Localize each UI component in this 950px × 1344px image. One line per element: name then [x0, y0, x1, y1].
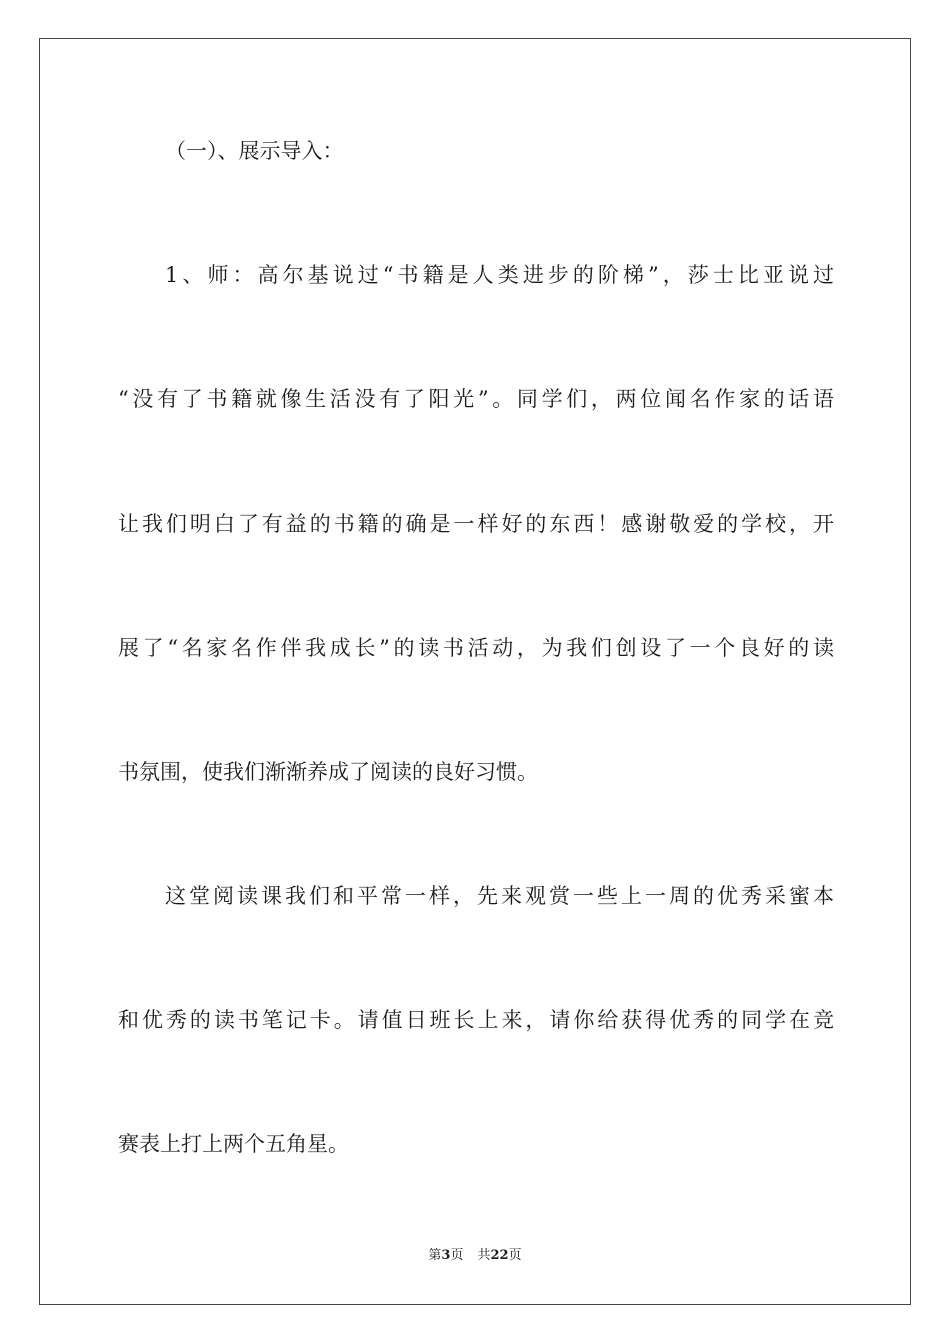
- paragraph-line: “没有了书籍就像生活没有了阳光”。同学们，两位闻名作家的话语: [118, 387, 834, 411]
- page-suffix: 页: [450, 1248, 464, 1263]
- paragraph-line: 赛表上打上两个五角星。: [118, 1132, 349, 1156]
- paragraph-line: 1、师：高尔基说过“书籍是人类进步的阶梯”，莎士比亚说过: [165, 263, 834, 287]
- total-suffix: 页: [508, 1248, 522, 1263]
- paragraph-line: 和优秀的读书笔记卡。请值日班长上来，请你给获得优秀的同学在竞: [118, 1008, 834, 1032]
- page-border: [39, 38, 911, 1305]
- page-number: 3: [441, 1248, 451, 1263]
- section-heading: （一）、展示导入：: [165, 139, 344, 163]
- page-footer: [0, 1247, 950, 1265]
- paragraph-line: 展了“名家名作伴我成长”的读书活动，为我们创设了一个良好的读: [118, 636, 834, 660]
- total-prefix: 共: [477, 1248, 491, 1263]
- paragraph-line: 让我们明白了有益的书籍的确是一样好的东西！感谢敬爱的学校，开: [118, 512, 834, 536]
- paragraph-line: 这堂阅读课我们和平常一样，先来观赏一些上一周的优秀采蜜本: [165, 884, 834, 908]
- page-prefix: 第: [428, 1248, 442, 1263]
- paragraph-line: 书氛围，使我们渐渐养成了阅读的良好习惯。: [118, 760, 538, 784]
- total-pages: 22: [490, 1248, 509, 1263]
